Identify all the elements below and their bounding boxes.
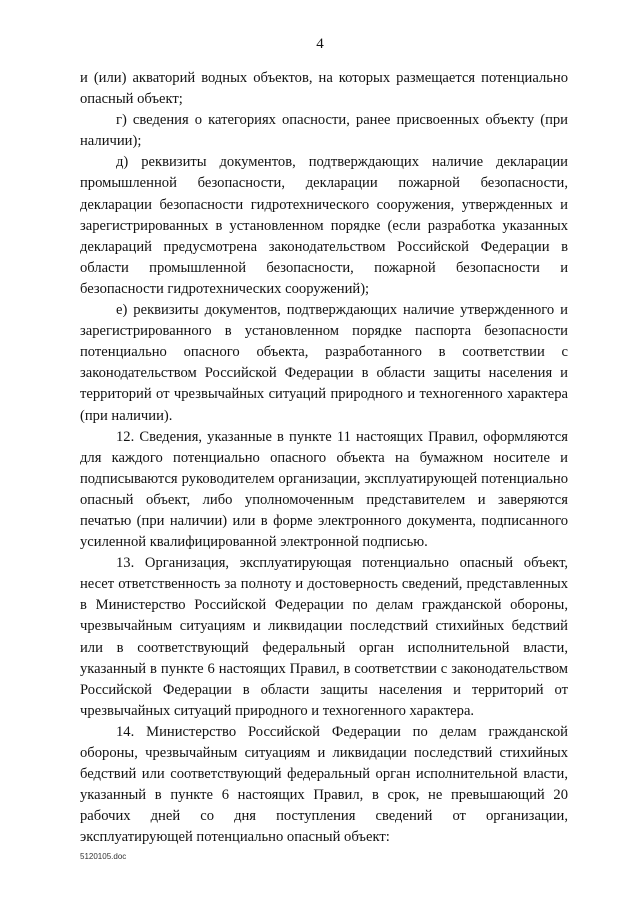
paragraph-clause-14: 14. Министерство Российской Федерации по делам гражданской обороны, чрезвычайным ситуациям и ликвидации последствий стихийных бедствий или соответствующий федеральный орган исполнительной власти, указанный в пункте 6 настоящих Правил, в срок, не превышающий 20 рабочих дней со дня поступления сведений от организации, эксплуатирующей потенциально опасный объект: <box>80 723 568 846</box>
paragraph-item-g: г) сведения о категориях опасности, ранее присвоенных объекту (при наличии); <box>80 112 568 150</box>
page-number: 4 <box>316 36 324 52</box>
paragraph-item-d: д) реквизиты документов, подтверждающих наличие декларации промышленной безопасности, декларации пожарной безопасности, декларации безопасности гидротехнического сооружения, утвержденных и зарегистрированных в установленном порядке (если разработка указанных деклараций предусмотрена законодательством Российской Федерации в области промышленной безопасности, пожарной безопасности и безопасности гидротехнических сооружений); <box>80 154 568 297</box>
paragraph-clause-13: 13. Организация, эксплуатирующая потенциально опасный объект, несет ответственность за полноту и достоверность сведений, представленных в Министерство Российской Федерации по делам гражданской обороны, чрезвычайным ситуациям и ликвидации последствий стихийных бедствий или в соответствующий федеральный орган исполнительной власти, указанный в пункте 6 настоящих Правил, в соответствии с законодательством Российской Федерации в области защиты населения и территорий от чрезвычайных ситуаций природного и техногенного характера. <box>80 555 568 719</box>
paragraph-clause-12: 12. Сведения, указанные в пункте 11 настоящих Правил, оформляются для каждого потенциально опасного объекта на бумажном носителе и подписываются руководителем организации, эксплуатирующей потенциально опасный объект, либо уполномоченным представителем и заверяются печатью (при наличии) или в форме электронного документа, подписанного усиленной квалифицированной электронной подписью. <box>80 428 568 551</box>
paragraph-item-e: е) реквизиты документов, подтверждающих наличие утвержденного и зарегистрированного в установленном порядке паспорта безопасности потенциально опасного объекта, разработанного в соответствии с законодательством Российской Федерации в области защиты населения и территорий от чрезвычайных ситуаций природного и техногенного характера (при наличии). <box>80 302 568 424</box>
document-body <box>80 68 568 848</box>
paragraph-continuation: и (или) акваторий водных объектов, на которых размещается потенциально опасный объект; <box>80 70 568 108</box>
file-name-footer: 5120105.doc <box>80 852 127 861</box>
